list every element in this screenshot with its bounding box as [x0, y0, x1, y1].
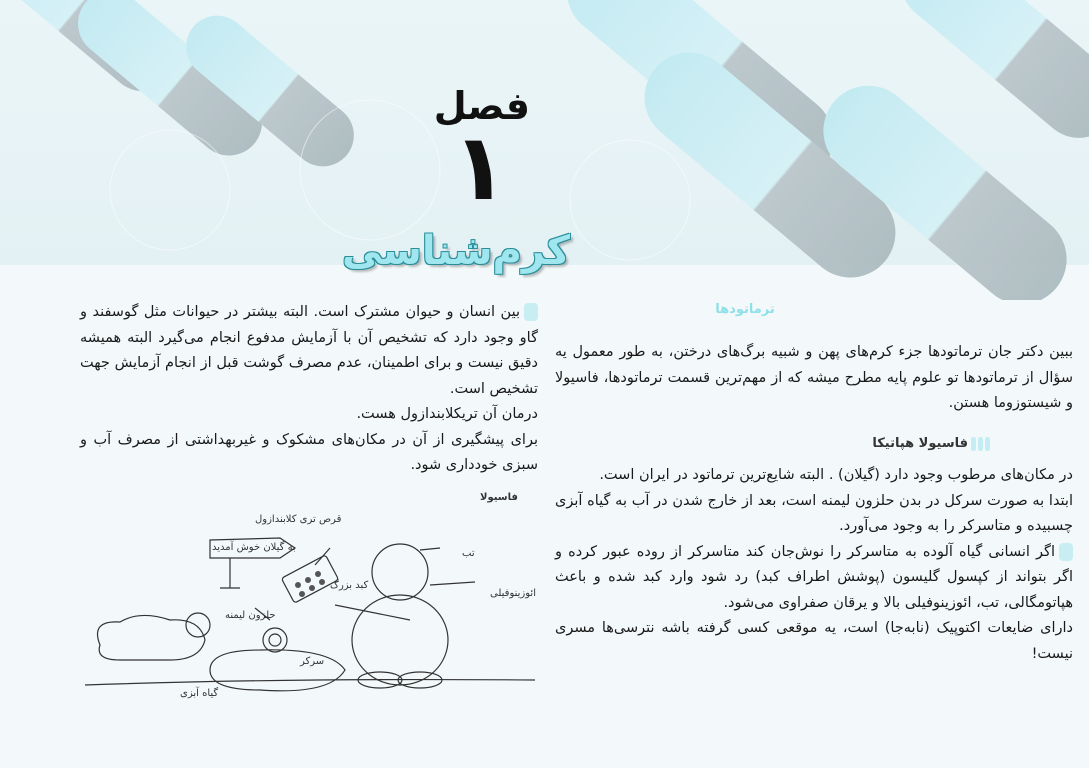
sheep — [98, 615, 206, 660]
label-snail: حلزون لیمنه — [225, 610, 276, 621]
chapter-number: ۱ — [451, 114, 509, 221]
note-text: بین انسان و حیوان مشترک است. البته بیشتر در حیوانات مثل گوسفند و گاو وجود دارد که تشخیص آن با آزمایش مدفوع انجام می‌گیرد البته همیشه دقیق نیست و برای اطمینان، عدم مصرف گوشت قبل از انجام آزمایش جهت تشخیص است. — [80, 304, 538, 397]
paragraph: در مکان‌های مرطوب وجود دارد (گیلان) . البته شایع‌ترین ترماتود در ایران است. — [599, 467, 1073, 483]
note-icon — [1059, 543, 1073, 561]
person-head — [372, 544, 428, 600]
snail — [263, 628, 287, 652]
treatment-text: درمان آن تریکلابندازول هست. — [356, 406, 538, 422]
label-fever: تب — [462, 548, 475, 559]
subsection-title — [860, 436, 990, 451]
intro-text: ببین دکتر جان ترماتودها جزء کرم‌های پهن و شبیه برگ‌های درختن، به طور معمول یه سؤال از ترماتودها تو علوم پایه مطرح میشه که از مهم‌ترین قسمت ترماتودها، فاسیولا و شیستوزوما هستن. — [555, 344, 1073, 411]
fasciola-illustration — [80, 510, 540, 700]
subsection-title-text: فاسیولا هپاتیکا — [872, 436, 968, 451]
section-title: ترماتودها — [715, 302, 775, 317]
note-paragraph — [80, 300, 538, 402]
note-text: اگر انسانی گیاه آلوده به متاسرکر را نوش‌جان کند متاسرکر از روده عبور کرده و اگر بتواند از کپسول گلیسون (پوشش اطراف کبد) رد شود وارد کبد شده و باعث هپاتومگالی، تب، ائوزینوفیلی بالا و یرقان صفراوی می‌شود. — [555, 543, 1073, 611]
label-plant: گیاه آبزی — [180, 688, 219, 699]
paragraph: دارای ضایعات اکتوپیک (نابه‌جا) است، یه موقعی کسی گرفته باشه نترسی‌ها مسری نیست! — [555, 620, 1073, 662]
prevention-text: برای پیشگیری از آن در مکان‌های مشکوک و غیربهداشتی از مصرف آب و سبزی خودداری شود. — [80, 431, 538, 473]
bullet-bars-icon — [971, 437, 990, 451]
ground — [85, 680, 535, 685]
paragraph: ابتدا به صورت سرکل در بدن حلزون لیمنه است، بعد از خارج شدن در آب به گیاه آبزی چسبیده و متاسرکر را به وجود می‌آورد. — [555, 492, 1073, 534]
label-pill: قرص تری کلابندازول — [255, 514, 342, 525]
label-liver: کبد بزرگ — [330, 580, 369, 591]
intro-paragraph — [555, 340, 1073, 417]
person-body — [352, 595, 448, 685]
figure-caption: فاسیولا — [480, 492, 518, 503]
note-icon — [524, 303, 538, 321]
snail-mound — [210, 650, 345, 691]
label-eosinophilia: ائوزینوفیلی — [490, 588, 536, 599]
label-cercaria: سرکر — [300, 656, 325, 667]
left-column — [80, 300, 538, 479]
fasciola-body — [555, 463, 1073, 667]
chapter-label: فصل — [433, 84, 530, 128]
note-paragraph — [555, 540, 1073, 617]
chapter-title: کرم‌شناسی — [342, 228, 570, 274]
label-sign: به گیلان خوش آمدید — [212, 542, 296, 553]
